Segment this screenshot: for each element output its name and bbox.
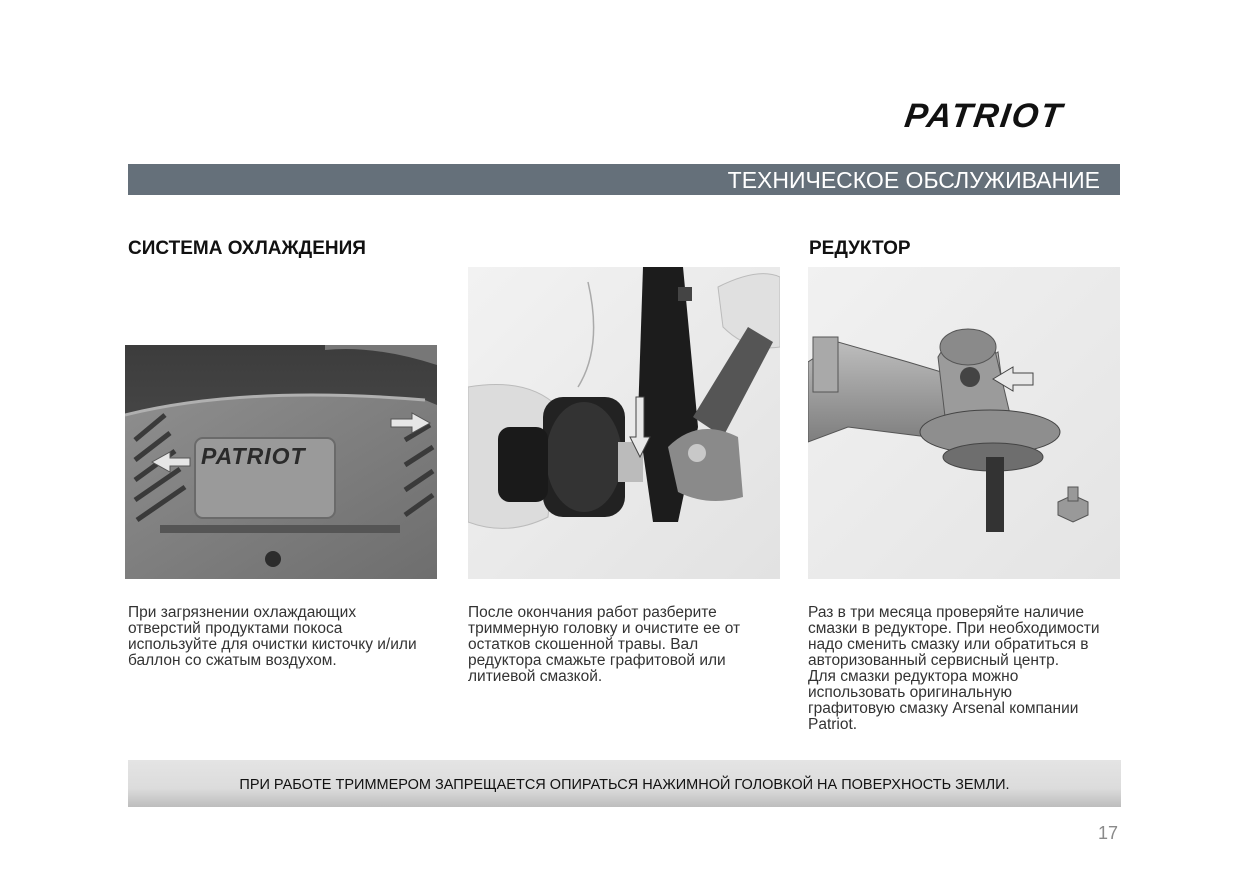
gearbox-text-line: смазки в редукторе. При необходимости [808,620,1100,637]
cooling-text-line: баллон со сжатым воздухом. [128,652,337,669]
gearbox-text-line: Patriot. [808,716,858,733]
gearbox-text-line: использовать оригинальную [808,684,1013,701]
gearbox-description [808,605,1138,733]
gearbox-text-line: надо сменить смазку или обратиться в [808,636,1089,653]
gearbox-text-line: Для смазки редуктора можно [808,668,1019,685]
warning-bar [128,760,1121,807]
gearbox-heading: РЕДУКТОР [809,238,911,259]
gearbox-text-line: Раз в три месяца проверяйте наличие [808,604,1085,621]
cooling-text-line: При загрязнении охлаждающих [128,604,357,621]
cooling-text-line: отверстий продуктами покоса [128,620,343,637]
trimmer-text-line: редуктора смажьте графитовой или [468,652,726,669]
section-banner [128,164,1120,195]
trimmer-text-line: остатков скошенной травы. Вал [468,636,699,653]
page-number: 17 [1098,823,1119,843]
trimmer-text-line: триммерную головку и очистите ее от [468,620,741,637]
section-title: ТЕХНИЧЕСКОЕ ОБСЛУЖИВАНИЕ [727,167,1100,193]
trimmer-head-description [468,605,788,685]
cooling-text-line: используйте для очистки кисточку и/или [128,636,417,653]
gearbox-text-line: авторизованный сервисный центр. [808,652,1060,669]
photo-logo-label: PATRIOT [201,443,306,469]
warning-text: ПРИ РАБОТЕ ТРИММЕРОМ ЗАПРЕЩАЕТСЯ ОПИРАТЬСЯ НАЖИМНОЙ ГОЛОВКОЙ НА ПОВЕРХНОСТЬ ЗЕМЛИ. [239,777,1010,793]
cooling-photo [125,345,437,579]
trimmer-head-photo [468,267,780,579]
gearbox-photo [808,267,1120,579]
cooling-description [128,605,448,669]
cooling-heading: СИСТЕМА ОХЛАЖДЕНИЯ [128,238,366,259]
trimmer-text-line: После окончания работ разберите [468,604,717,621]
trimmer-text-line: литиевой смазкой. [468,668,603,685]
patriot-logo: PATRIOT [902,97,1066,135]
gearbox-text-line: графитовую смазку Arsenal компании [808,700,1079,717]
